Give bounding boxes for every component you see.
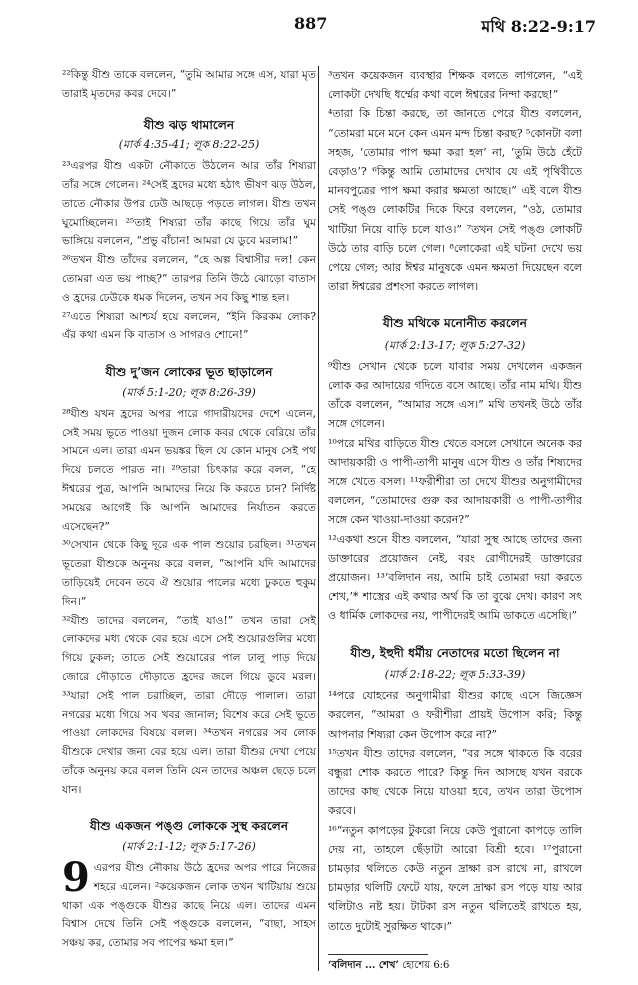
verse-paragraph: ²²কিন্তু যীশু তাকে বললেন, “তুমি আমার সঙ্গে এস, যারা মৃত তারাই মৃতদের কবর দেবে।”: [62, 68, 316, 100]
page-number: 887: [294, 14, 328, 33]
chapter-reference: মথি 8:22-9:17: [481, 17, 596, 36]
section-heading: যীশু ঝড় থামালেন: [143, 117, 235, 132]
verse-paragraph: ³²যীশু তাদের বললেন, “তাই যাও!” তখন তারা সেই লোকদের মধ্য থেকে বের হয়ে এসে সেই শুয়োরগুলির মধ্যে গিয়ে ঢুকল; তাতে সেই শুয়োরের পাল ঢালু পাড় দিয়ে জোরে দৌড়াতে দৌড়াতে হ্রদের জলে গিয়ে ডুবে মরল। ³³যারা সেই পাল চরাচ্ছিল, তারা দৌড়ে পালাল। তারা নগরের মধ্যে গিয়ে সব খবর জানাল; বিশেষ করে সেই ভূতে পাওয়া লোকদের বিষয়ে বলল। ³⁴তখন নগরের সব লোক যীশুকে দেখার জন্য বের হয়ে এল। তারা যীশুর দেখা পেয়ে তাঁকে অনুনয় করে বলল তিনি যেন তাদের অঞ্চল ছেড়ে চলে যান।: [62, 613, 316, 796]
footnote-rule: [328, 954, 428, 955]
section-heading: যীশু মথিকে মনোনীত করলেন: [382, 316, 528, 331]
right-column: [328, 66, 582, 936]
cross-reference: (মার্ক 5:1-20; লূক 8:26-39): [122, 385, 256, 399]
chapter-dropcap: 9: [62, 854, 90, 902]
verse-paragraph: ²⁷এতে শিষ্যরা আশ্চর্য হয়ে বললেন, “ইনি কিরকম লোক? এঁর কথা এমন কি বাতাস ও সাগরও শোনে!”: [62, 309, 316, 342]
verse-paragraph: ³⁰সেখান থেকে কিছু দূরে এক পাল শুয়োর চরছিল। ³¹তখন ভূতেরা যীশুকে অনুনয় করে বলল, “আপনি যদি আমাদের তাড়িয়েই দেবেন তবে ঐ শুয়োর পালের মধ্যে ঢুকতে হুকুম দিন।”: [62, 538, 316, 608]
section-heading: যীশু দু’জন লোকের ভূত ছাড়ালেন: [105, 365, 273, 380]
page-header: [0, 14, 638, 44]
section-heading: যীশু, ইহুদী ধর্মীয় নেতাদের মতো ছিলেন না: [350, 645, 560, 660]
verse-paragraph: ¹⁴পরে যোহনের অনুগামীরা যীশুর কাছে এসে জিজ্ঞেস করলেন, “আমরা ও ফরীশীরা প্রায়ই উপোস করি; কিন্তু আপনার শিষ্যরা কেন উপোস করে না?”: [328, 689, 582, 741]
verse-paragraph: ³তখন কয়েকজন ব্যবস্থার শিক্ষক বলতে লাগলেন, “এই লোকটা দেখছি ধর্ম্মের কথা বলে ঈশ্বরের নিন্দা করছে!”: [328, 69, 582, 102]
cross-reference: (মার্ক 2:18-22; লূক 5:33-39): [384, 667, 526, 681]
cross-reference: (মার্ক 2:1-12; লূক 5:17-26): [122, 840, 256, 854]
verse-paragraph: ¹²একথা শুনে যীশু বললেন, “যারা সুস্থ আছে তাদের জন্য ডাক্তারের প্রয়োজন নেই, বরং রোগীদেরই ডাক্তারের প্রয়োজন। ¹³‘বলিদান নয়, আমি চাই তোমরা দয়া করতে শেখ,’* শাস্ত্রের এই কথার অর্থ কি তা বুঝে দেখ। কারণ সৎ ও ধার্মিক লোকদের নয়, পাপীদেরই আমি ডাকতে এসেছি।”: [328, 532, 582, 623]
cross-reference: (মার্ক 2:13-17; লূক 5:27-32): [384, 338, 526, 352]
column-divider: [318, 66, 319, 971]
footnote-term: ‘বলিদান ... শেখ’: [328, 960, 399, 971]
verse-paragraph: এরপর যীশু নৌকায় উঠে হ্রদের অপর পারে নিজের শহরে এলেন। ²কয়েকজন লোক তখন খাটিয়ায় শুয়ে থাকা এক পঙ্গুকে যীশুর কাছে নিয়ে এল। তাদের এমন বিশ্বাস দেখে তিনি সেই পঙ্গুকে বললেন, “বাছা, সাহস সঞ্চয় কর, তোমার সব পাপের ক্ষমা হল।”: [62, 861, 316, 950]
verse-paragraph: ²⁸যীশু যখন হ্রদের অপর পারে গাদারীয়দের দেশে এলেন, সেই সময় ভূতে পাওয়া দুজন লোক কবর থেকে বেরিয়ে তাঁর সামনে এল। তারা এমন ভয়ঙ্কর ছিল যে কোন মানুষ সেই পথ দিয়ে চলতে পারত না। ²⁹তারা চিৎকার করে বলল, “হে ঈশ্বরের পুত্র, আপনি আমাদের নিয়ে কি করতে চান? নির্দিষ্ট সময়ের আগেই কি আপনি আমাদের নির্যাতন করতে এসেছেন?”: [62, 406, 316, 533]
verse-paragraph: ²⁶তখন যীশু তাঁদের বললেন, “হে অল্প বিশ্বাসীর দল! কেন তোমরা এত ভয় পাচ্ছ?” তারপর তিনি উঠে ঝোড়ো বাতাস ও হ্রদের ঢেউকে ধমক দিলেন, তখন সব কিছু শান্ত হল।: [62, 253, 316, 304]
footnote-reference: হোশেয় 6:6: [398, 960, 450, 971]
footnote: [328, 958, 449, 975]
cross-reference: (মার্ক 4:35-41; লূক 8:22-25): [118, 138, 260, 152]
section-heading: যীশু একজন পঙ্গু লোককে সুস্থ করলেন: [89, 819, 289, 834]
verse-paragraph: ⁹যীশু সেখান থেকে চলে যাবার সময় দেখলেন একজন লোক কর আদায়ের গদিতে বসে আছে। তাঁর নাম মথি। যীশু তাঁকে বললেন, “আমার সঙ্গে এস।” মথি তখনই উঠে তাঁর সঙ্গে গেলেন।: [328, 359, 582, 431]
verse-paragraph: ¹⁰পরে মথির বাড়িতে যীশু খেতে বসলে সেখানে অনেক কর আদায়কারী ও পাপী-তাপী মানুষ এসে যীশু ও তাঁর শিষ্যদের সঙ্গে খেতে বসল। ¹¹ফরীশীরা তা দেখে যীশুর অনুগামীদের বললেন, “তোমাদের গুরু কর আদায়কারী ও পাপী-তাপীর সঙ্গে কেন খাওয়া-দাওয়া করেন?”: [328, 436, 582, 527]
verse-paragraph: ¹⁶“নতুন কাপড়ের টুকরো নিয়ে কেউ পুরানো কাপড়ে তালি দেয় না, তাহলে ছেঁড়াটা আরো বিশ্রী হবে। ¹⁷পুরানো চামড়ার থলিতে কেউ নতুন দ্রাক্ষা রস রাখে না, রাখলে চামড়ার থলিটি ফেটে যায়, ফলে দ্রাক্ষা রস পড়ে যায় আর থলিটাও নষ্ট হয়। টাটকা রস নতুন থলিতেই রাখতে হয়, তাতে দুটোই সুরক্ষিত থাকে।”: [328, 823, 582, 933]
verse-paragraph: ¹⁵তখন যীশু তাদের বললেন, “বর সঙ্গে থাকতে কি বরের বন্ধুরা শোক করতে পারে? কিন্তু দিন আসছে যখন বরকে তাদের কাছ থেকে নিয়ে যাওয়া হবে, তখন তারা উপোস করবে।: [328, 746, 582, 818]
verse-paragraph: ⁴তারা কি চিন্তা করছে, তা জানতে পেরে যীশু বললেন, “তোমরা মনে মনে কেন এমন মন্দ চিন্তা করছ? ⁵কোনটা বলা সহজ, ‘তোমার পাপ ক্ষমা করা হল’ না, ‘তুমি উঠে হেঁটে বেড়াও’? ⁶কিন্তু আমি তোমাদের দেখাব যে এই পৃথিবীতে মানবপুত্রের পাপ ক্ষমা করার ক্ষমতা আছে।” এই বলে যীশু সেই পঙ্গু লোকটির দিকে ফিরে বললেন, “ওঠ, তোমার খাটিয়া নিয়ে বাড়ি চলে যাও।” ⁷তখন সেই পঙ্গু লোকটি উঠে তার বাড়ি চলে গেল। ⁸লোকেরা এই ঘটনা দেখে ভয় পেয়ে গেল; আর ঈশ্বর মানুষকে এমন ক্ষমতা দিয়েছেন বলে তারা ঈশ্বরের প্রশংসা করতে লাগল।: [328, 107, 582, 294]
verse-paragraph: ²³এরপর যীশু একটা নৌকাতে উঠলেন আর তাঁর শিষ্যরা তাঁর সঙ্গে গেলেন। ²⁴সেই হ্রদের মধ্যে হঠাৎ ভীষণ ঝড় উঠল, তাতে নৌকার উপর ঢেউ আছড়ে পড়তে লাগল। যীশু তখন ঘুমোচ্ছিলেন। ²⁵তাই শিষ্যরা তাঁর কাছে গিয়ে তাঁর ঘুম ভাঙ্গিয়ে বললেন, “প্রভু বাঁচান! আমরা যে ডুবে মরলাম!”: [62, 159, 316, 248]
left-column: [62, 66, 316, 953]
